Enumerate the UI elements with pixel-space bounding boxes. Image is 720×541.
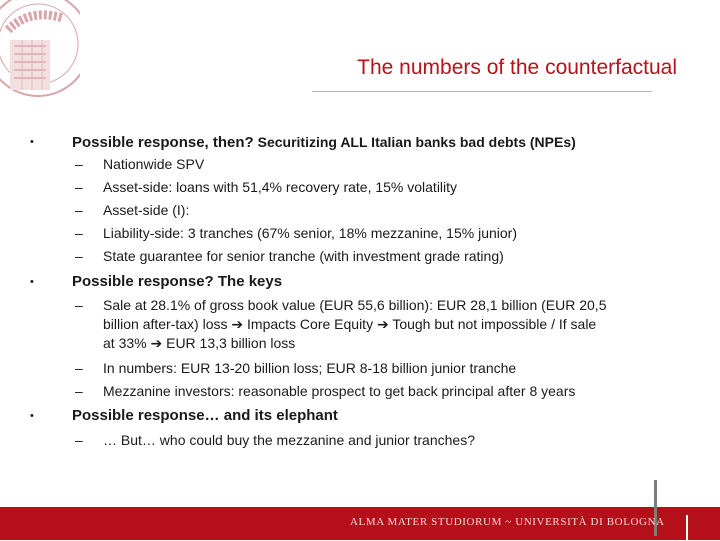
dash-glyph: –: [75, 179, 83, 195]
dash-glyph: –: [75, 383, 83, 399]
bullet-glyph: •: [30, 410, 34, 422]
sub-item: [75, 155, 205, 174]
footer-divider: [686, 515, 688, 541]
slide-title: The numbers of the counterfactual: [357, 56, 677, 79]
bullet-heading: Possible response? The keys: [72, 273, 283, 290]
bullet-heading: Possible response, then?: [72, 134, 254, 151]
sub-item-text: Asset-side (I):: [103, 202, 190, 218]
arrow-icon: ➔: [376, 316, 389, 332]
sub-item-text: Mezzanine investors: reasonable prospect to get back principal after 8 years: [103, 383, 576, 399]
dash-glyph: –: [75, 202, 83, 218]
dash-glyph: –: [75, 225, 83, 241]
sub-item: [75, 296, 607, 353]
sub-item-text: … But… who could buy the mezzanine and junior tranches?: [103, 432, 475, 448]
sub-item: [75, 247, 504, 266]
sub-item: [75, 201, 190, 220]
sub-item-text: Asset-side: loans with 51,4% recovery rate, 15% volatility: [103, 179, 458, 195]
dash-glyph: –: [75, 432, 83, 448]
sub-item: [75, 431, 475, 450]
bullet-heading: Possible response… and its elephant: [72, 407, 338, 424]
sub-item-line: Sale at 28.1% of gross book value (EUR 55,6 billion): EUR 28,1 billion (EUR 20,5: [103, 297, 607, 313]
sub-item-text: Nationwide SPV: [103, 156, 205, 172]
footer-text: ALMA MATER STUDIORUM ~ UNIVERSITÀ DI BOLOGNA: [350, 516, 665, 528]
bullet-item: [30, 407, 338, 425]
bullet-glyph: •: [30, 276, 34, 288]
bullet-item: [30, 133, 576, 152]
footer-bar: [0, 507, 720, 540]
dash-glyph: –: [75, 360, 83, 376]
bullet-heading-detail: Securitizing ALL Italian banks bad debts (NPEs): [253, 134, 576, 150]
sub-item: [75, 224, 517, 243]
dash-glyph: –: [75, 156, 83, 172]
bullet-item: [30, 273, 283, 291]
sub-item-text: State guarantee for senior tranche (with investment grade rating): [103, 248, 504, 264]
arrow-icon: ➔: [231, 316, 244, 332]
sub-item: [75, 382, 576, 401]
sub-item: [75, 359, 517, 378]
sub-item-text: Liability-side: 3 tranches (67% senior, 18% mezzanine, 15% junior): [103, 225, 517, 241]
sub-item-line: billion after-tax) loss ➔ Impacts Core Equity ➔ Tough but not impossible / If sale: [103, 316, 597, 332]
dash-glyph: –: [75, 297, 83, 313]
sub-item-text: In numbers: EUR 13-20 billion loss; EUR 8-18 billion junior tranche: [103, 360, 517, 376]
sub-item-line: at 33% ➔ EUR 13,3 billion loss: [103, 335, 296, 351]
sub-item: [75, 178, 458, 197]
dash-glyph: –: [75, 248, 83, 264]
arrow-icon: ➔: [150, 335, 163, 351]
bullet-glyph: •: [30, 136, 34, 148]
